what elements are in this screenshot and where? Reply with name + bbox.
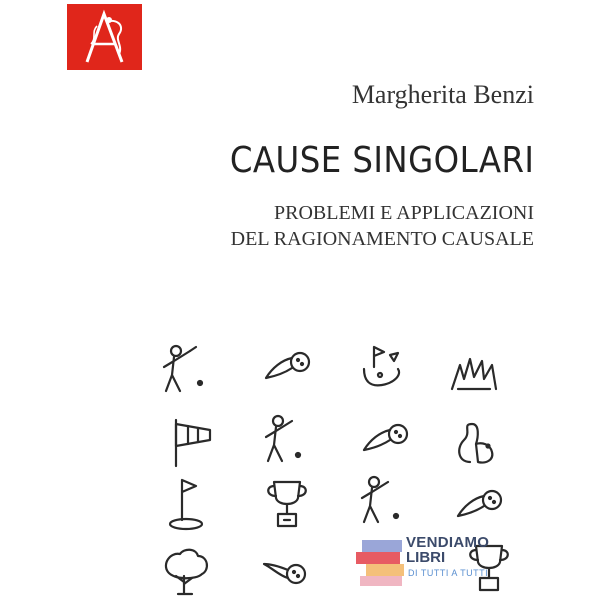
golf-flag-hole-icon	[170, 480, 202, 529]
trophy-icon	[268, 482, 306, 526]
book-stripe-blue	[362, 540, 402, 552]
golf-ball-flying-icon	[458, 491, 501, 516]
book-stripe-pink	[360, 576, 402, 586]
subtitle-line-1: PROBLEMI E APPLICAZIONI	[273, 202, 534, 224]
golf-ball-flying-icon	[266, 353, 309, 378]
golfer-icon	[362, 477, 398, 522]
subtitle-line-2: DEL RAGIONAMENTO CAUSALE	[230, 228, 534, 250]
grass-tuft-icon	[452, 359, 496, 389]
golf-ball-flying-icon	[364, 425, 407, 450]
tree-icon	[166, 550, 207, 594]
golf-green-flag-icon	[364, 347, 399, 385]
squirrel-icon	[459, 424, 492, 463]
windsock-icon	[176, 420, 210, 466]
book-stripe-orange	[366, 564, 404, 576]
golf-ball-flying-icon	[264, 564, 305, 583]
golfer-icon	[164, 346, 202, 391]
book-stripe-red	[356, 552, 400, 564]
watermark-line-3: DI TUTTI A TUTTI	[408, 568, 489, 578]
book-title: CAUSE SINGOLARI	[229, 140, 534, 181]
golfer-icon	[266, 416, 300, 461]
vendiamo-libri-watermark	[356, 534, 490, 590]
watermark-line-2: LIBRI	[406, 549, 446, 566]
book-author: Margherita Benzi	[351, 80, 534, 109]
watermark-line-1: VENDIAMO	[406, 534, 490, 551]
